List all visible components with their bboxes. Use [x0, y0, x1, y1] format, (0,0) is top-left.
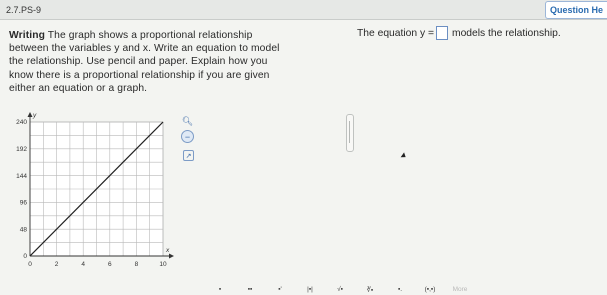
x-tick-label: 0	[28, 261, 32, 268]
math-square-root-button[interactable]: √▪	[337, 286, 343, 293]
math-absolute-value-button[interactable]: |▪|	[307, 286, 313, 293]
prompt-line: The graph shows a proportional relationship	[44, 30, 253, 41]
x-tick-label: 6	[107, 261, 112, 268]
math-fraction-button[interactable]: ▪	[218, 286, 222, 293]
x-tick-label: 2	[54, 261, 59, 268]
x-axis-arrow	[169, 254, 174, 259]
y-tick-label: 240	[16, 119, 27, 127]
x-tick-label: 4	[81, 261, 86, 268]
question-help-button[interactable]: Question He	[545, 1, 607, 19]
prompt-line: know there is a proportional relationship if you are given	[9, 69, 270, 81]
pane-divider-handle[interactable]	[346, 114, 354, 152]
top-bar	[0, 0, 607, 20]
mouse-cursor	[401, 152, 408, 159]
equation-answer-input[interactable]	[436, 26, 448, 40]
prompt-lead: Writing	[9, 30, 45, 41]
math-palette-toolbar	[205, 284, 475, 295]
y-tick-label: 96	[19, 199, 27, 207]
answer-text-before: The equation y =	[357, 27, 434, 39]
math-decimal-button[interactable]: ▪.	[397, 286, 403, 293]
x-tick-label: 10	[159, 261, 167, 268]
prompt-line: between the variables y and x. Write an equation to model	[9, 43, 280, 55]
answer-text-after: models the relationship.	[452, 27, 561, 39]
y-axis-label: y	[33, 112, 37, 119]
y-tick-label: 48	[19, 226, 27, 234]
question-prompt	[9, 29, 339, 95]
math-more-button[interactable]: More	[452, 286, 468, 293]
prompt-line: either an equation or a graph.	[9, 82, 148, 94]
math-ordered-pair-button[interactable]: (▪,▪)	[424, 286, 436, 293]
y-tick-label: 0	[23, 253, 27, 261]
y-tick-label: 144	[16, 172, 27, 180]
problem-id: 2.7.PS-9	[6, 5, 42, 15]
prompt-line: the relationship. Use pencil and paper. Explain how you	[9, 56, 268, 68]
math-cube-root-button[interactable]: ∛▪	[366, 286, 374, 294]
zoom-in-icon[interactable]: 🔍︎	[181, 116, 194, 126]
zoom-out-icon[interactable]: −	[181, 130, 194, 143]
math-exponent-button[interactable]: ▪'	[278, 286, 282, 293]
x-tick-label: 8	[134, 261, 139, 268]
math-mixed-number-button[interactable]: ▪▪	[247, 286, 253, 293]
x-axis-label: x	[166, 247, 170, 254]
answer-statement	[357, 26, 561, 40]
proportional-graph	[8, 110, 180, 275]
popout-icon[interactable]: ↗	[183, 150, 194, 161]
y-tick-label: 192	[16, 146, 27, 153]
y-axis-arrow	[28, 112, 33, 117]
